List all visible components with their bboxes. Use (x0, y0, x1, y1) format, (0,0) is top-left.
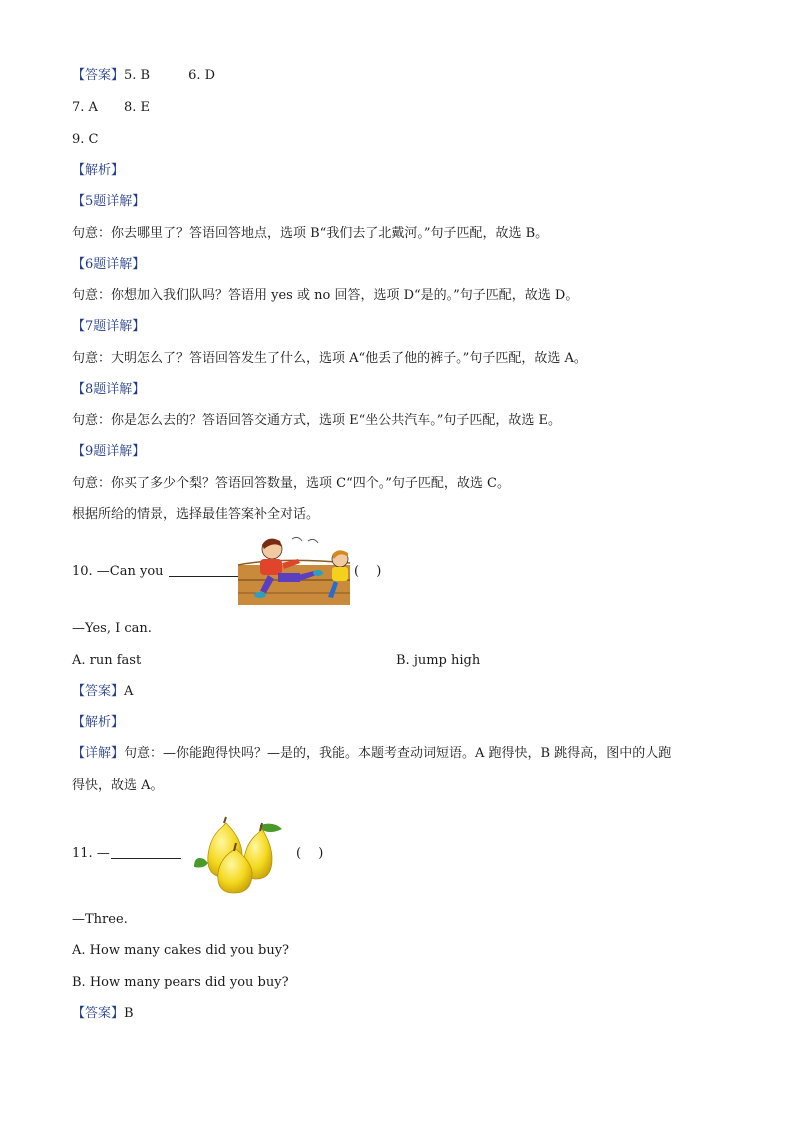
detail-5-text: 句意：你去哪里了？答语回答地点，选项 B“我们去了北戴河。”句子匹配，故选 B。 (72, 226, 549, 241)
q10-answer-value: A (124, 684, 134, 699)
answer-line-7-8 (72, 99, 150, 117)
q10-answer (72, 683, 133, 701)
running-boys-illustration (238, 535, 350, 605)
instruction: 根据所给的情景，选择最佳答案补全对话。 (72, 507, 320, 522)
answer-9: 9. C (72, 132, 99, 147)
q11-answer-value: B (124, 1006, 134, 1021)
detail-8-tag: 【8题详解】 (72, 382, 146, 397)
q10-answer-tag: 【答案】 (72, 684, 125, 699)
q10-analysis-tag: 【解析】 (72, 715, 125, 730)
detail-9-text: 句意：你买了多少个梨？答语回答数量，选项 C“四个。”句子匹配，故选 C。 (72, 476, 510, 491)
q11-answer-tag: 【答案】 (72, 1006, 125, 1021)
q10-detail-tag: 【详解】 (72, 746, 125, 761)
detail-5-tag: 【5题详解】 (72, 194, 146, 209)
q10-detail-line1 (72, 745, 671, 763)
q11-blank (111, 845, 181, 859)
q10-stem (72, 563, 247, 581)
q10-option-b: B. jump high (396, 653, 481, 668)
answer-8: 8. E (123, 100, 150, 115)
q11-option-a: A. How many cakes did you buy? (72, 943, 290, 958)
q11-answer (72, 1005, 134, 1023)
answer-6: 6. D (188, 68, 216, 83)
running-boys-picture (238, 535, 350, 605)
detail-9-tag: 【9题详解】 (72, 444, 146, 459)
q10-detail-text: 句意：—你能跑得快吗？—是的，我能。本题考查动词短语。A 跑得快，B 跳得高，图中的人跑 (124, 746, 672, 761)
answer-line-5-6 (72, 67, 215, 85)
q10-detail-line2: 得快，故选 A。 (72, 778, 164, 793)
pears-illustration (190, 815, 286, 895)
q10-blank (169, 563, 239, 577)
q11-reply: —Three. (72, 912, 128, 927)
detail-6-text: 句意：你想加入我们队吗？答语用 yes 或 no 回答，选项 D“是的。”句子匹配，故选 D。 (72, 288, 579, 303)
detail-7-tag: 【7题详解】 (72, 319, 146, 334)
q10-reply: —Yes, I can. (72, 621, 152, 636)
q10-option-a: A. run fast (72, 653, 142, 668)
answer-5: 5. B (124, 68, 151, 83)
q11-option-b: B. How many pears did you buy? (72, 975, 289, 990)
answer-tag: 【答案】 (72, 68, 125, 83)
detail-8-text: 句意：你是怎么去的？答语回答交通方式，选项 E“坐公共汽车。”句子匹配，故选 E。 (72, 413, 562, 428)
answer-7: 7. A (72, 100, 98, 115)
detail-6-tag: 【6题详解】 (72, 257, 146, 272)
q10-paren: ( ) (354, 564, 382, 579)
q11-stem (72, 845, 182, 863)
analysis-tag: 【解析】 (72, 163, 125, 178)
q10-prefix: 10. —Can you (72, 564, 164, 579)
detail-7-text: 句意：大明怎么了？答语回答发生了什么，选项 A“他丢了他的裤子。”句子匹配，故选 A。 (72, 351, 587, 366)
pears-picture (190, 815, 286, 895)
answer-line-9 (72, 131, 98, 149)
q11-prefix: 11. — (72, 846, 110, 861)
q11-paren: ( ) (296, 846, 324, 861)
